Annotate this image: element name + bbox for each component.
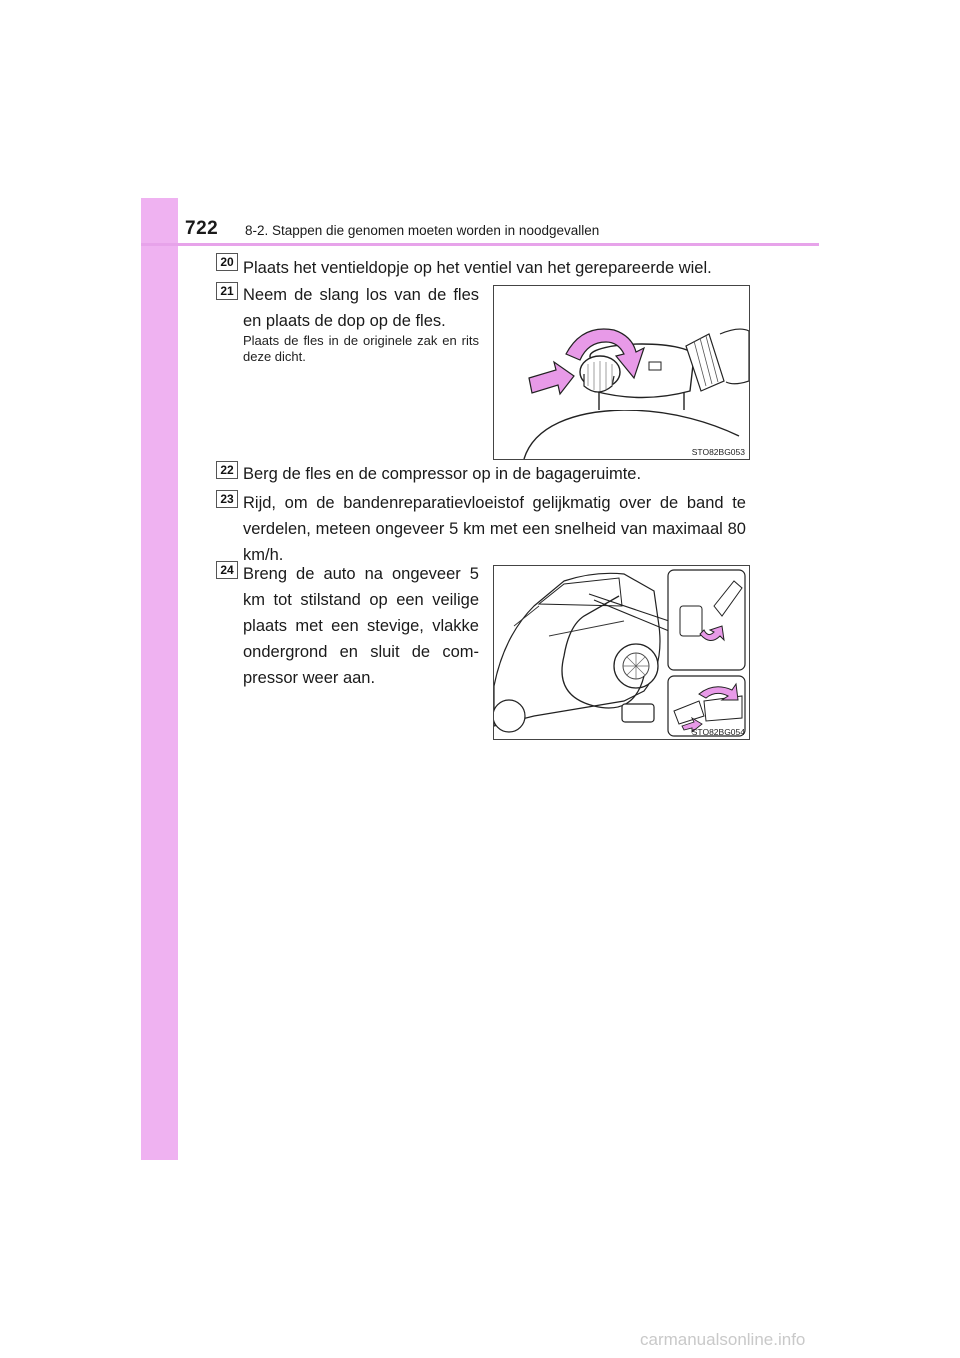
figure-compressor-connect [493, 565, 750, 740]
step-badge-24: 24 [216, 561, 238, 579]
footer-watermark: carmanualsonline.info [640, 1330, 806, 1349]
push-arrow-icon [529, 362, 574, 394]
section-title: 8-2. Stappen die genomen moeten worden in noodgevallen [245, 223, 600, 238]
figure-code: STO82BG054 [691, 727, 745, 737]
step-text-23: Rijd, om de bandenreparatievloeistof gelijkmatig over de band te verdelen, meteen ongeveer 5 km met een snelheid van maximaal 80 km/h. [243, 494, 746, 564]
step-note-21: Plaats de fles in de originele zak en rits deze dicht. [243, 333, 479, 364]
step-text-21: Neem de slang los van de fles en plaats de dop op de fles. [243, 286, 479, 330]
step-badge-21: 21 [216, 282, 238, 300]
step-text-24: Breng de auto na ongeveer 5 km tot stilstand op een veilige plaats met een stevige, vlakke ondergrond en sluit de com- pressor weer aan. [243, 565, 479, 687]
step-badge-23: 23 [216, 490, 238, 508]
page-number: 722 [185, 218, 219, 239]
figure-code: STO82BG053 [691, 447, 745, 457]
figure-bottle-cap [493, 285, 750, 460]
step-badge-20: 20 [216, 253, 238, 271]
header-divider [141, 243, 819, 246]
sidebar-tab [141, 198, 178, 1160]
step-text-22: Berg de fles en de compressor op in de bagageruimte. [243, 465, 642, 483]
step-badge-22: 22 [216, 461, 238, 479]
bottle-cap-illustration [494, 286, 749, 459]
car-compressor-illustration [494, 566, 749, 739]
step-text-20: Plaats het ventieldopje op het ventiel van het gerepareerde wiel. [243, 259, 712, 277]
compressor-icon [622, 704, 654, 722]
